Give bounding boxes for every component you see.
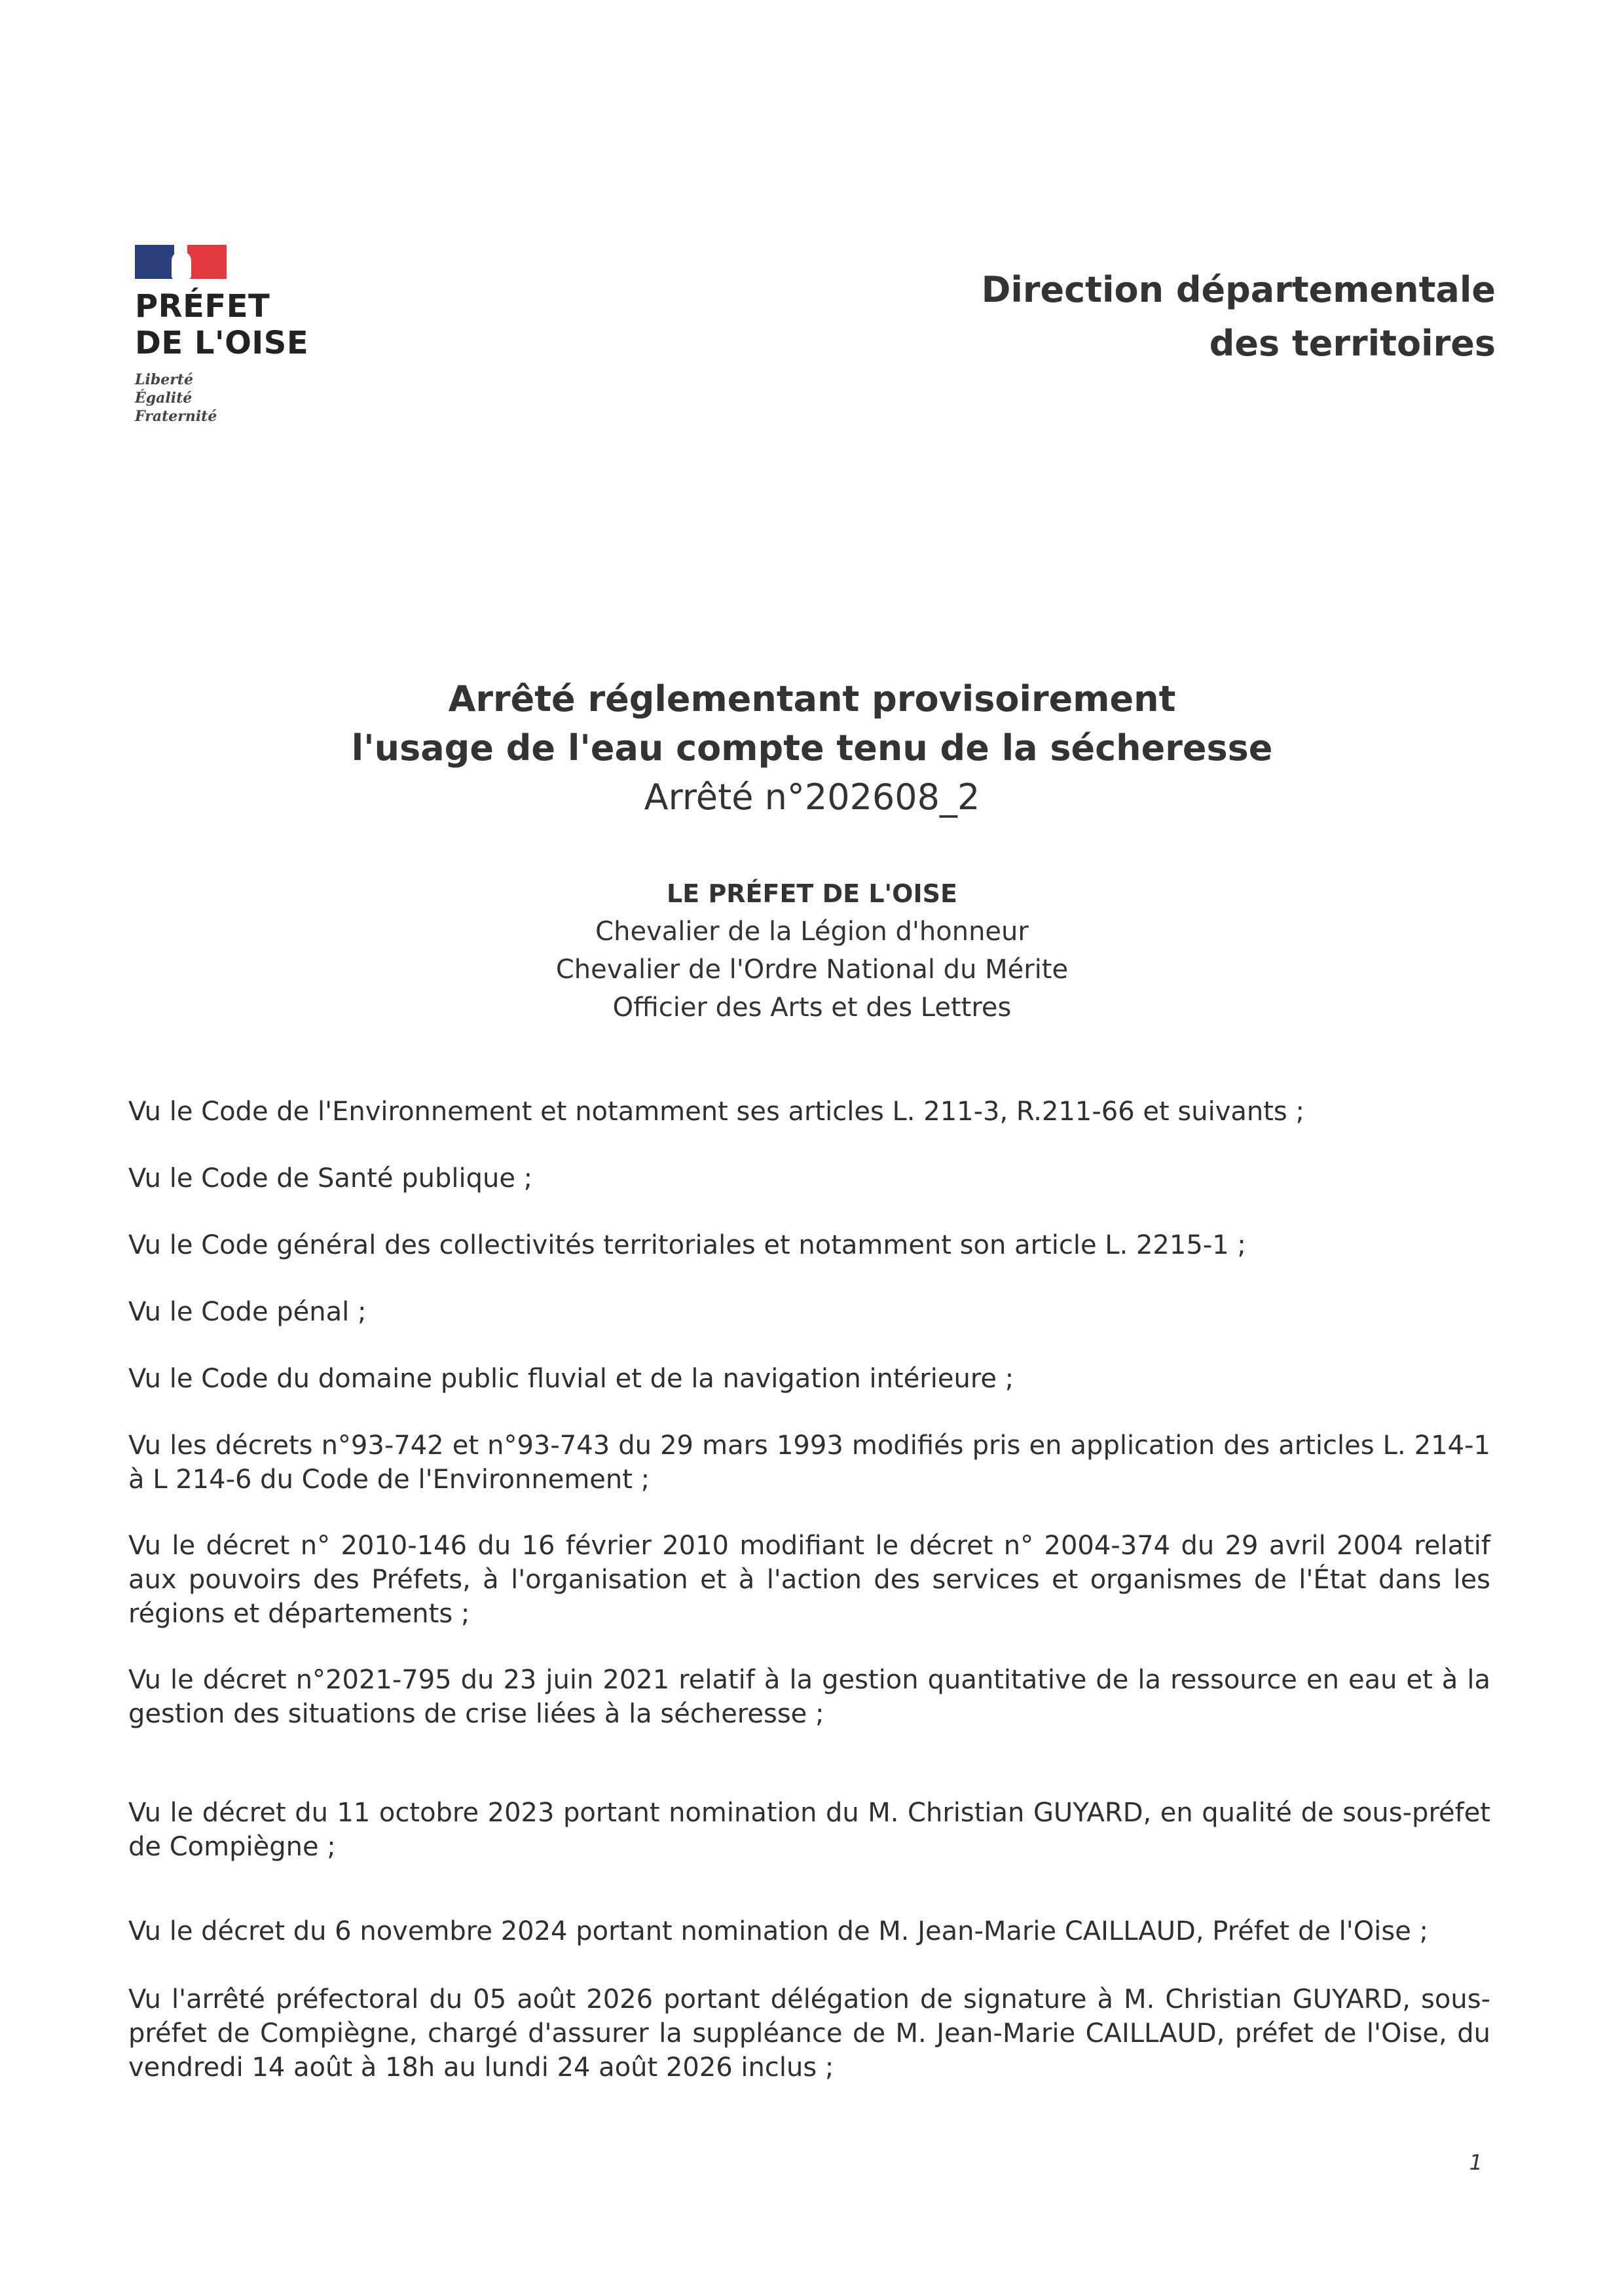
logo-title-line1: PRÉFET bbox=[135, 288, 270, 325]
arrete-number: Arrêté n°202608_2 bbox=[644, 776, 980, 818]
consideration-item: Vu le Code de Santé publique ; bbox=[128, 1163, 533, 1194]
consideration-item: Vu le Code du domaine public fluvial et de la navigation intérieure ; bbox=[128, 1364, 1014, 1394]
consideration-item: Vu l'arrêté préfectoral du 05 août 2026 portant délégation de signature à M. Christian GUYARD, sous-préfet de Compiègne, chargé d'assurer la suppléance de M. Jean-Marie CAILLAUD, préfet de l'Oise, du vendredi 14 août à 18h au lundi 24 août 2026 inclus ; bbox=[128, 1984, 1490, 2083]
consideration-item: Vu le Code de l'Environnement et notamment ses articles L. 211-3, R.211-66 et suivants ; bbox=[128, 1097, 1304, 1127]
title-line2: l'usage de l'eau compte tenu de la sécheresse bbox=[351, 727, 1273, 769]
prefet-name: LE PRÉFET DE L'OISE bbox=[667, 879, 957, 908]
direction-header bbox=[982, 263, 1496, 371]
consideration-item: Vu le décret du 11 octobre 2023 portant nomination du M. Christian GUYARD, en qualité de sous-préfet de Compiègne ; bbox=[128, 1798, 1490, 1862]
consideration-item: Vu le Code général des collectivités territoriales et notamment son article L. 2215-1 ; bbox=[128, 1230, 1246, 1260]
consideration-item: Vu le décret n° 2010-146 du 16 février 2010 modifiant le décret n° 2004-374 du 29 avril 2004 relatif aux pouvoirs des Préfets, à l'organisation et à l'action des services et organismes de l'État dans les régions et départements ; bbox=[128, 1531, 1490, 1629]
prefet-title-3: Officier des Arts et des Lettres bbox=[612, 993, 1012, 1023]
logo-title-line2: DE L'OISE bbox=[135, 325, 309, 361]
direction-line1: Direction départementale bbox=[981, 269, 1496, 310]
republic-flag-icon bbox=[135, 245, 227, 279]
consideration-item: Vu le décret du 6 novembre 2024 portant nomination de M. Jean-Marie CAILLAUD, Préfet de l'Oise ; bbox=[128, 1916, 1429, 1946]
motto-liberte: Liberté bbox=[135, 371, 193, 388]
logo-motto bbox=[135, 371, 331, 426]
document-title bbox=[157, 674, 1467, 822]
prefet-title-2: Chevalier de l'Ordre National du Mérite bbox=[555, 955, 1069, 985]
prefet-title-1: Chevalier de la Légion d'honneur bbox=[595, 917, 1029, 947]
consideration-item: Vu les décrets n°93-742 et n°93-743 du 29 mars 1993 modifiés pris en application des articles L. 214-1 à L 214-6 du Code de l'Environnement ; bbox=[128, 1430, 1490, 1495]
prefet-block bbox=[157, 875, 1467, 1027]
motto-fraternite: Fraternité bbox=[135, 408, 217, 425]
motto-egalite: Égalité bbox=[135, 390, 193, 407]
prefecture-logo bbox=[135, 245, 331, 426]
consideration-item: Vu le Code pénal ; bbox=[128, 1297, 367, 1327]
direction-line2: des territoires bbox=[1209, 323, 1496, 364]
title-line1: Arrêté réglementant provisoirement bbox=[448, 678, 1176, 720]
consideration-item: Vu le décret n°2021-795 du 23 juin 2021 relatif à la gestion quantitative de la ressource en eau et à la gestion des situations de crise liées à la sécheresse ; bbox=[128, 1665, 1490, 1729]
page-number: 1 bbox=[1469, 2150, 1483, 2175]
